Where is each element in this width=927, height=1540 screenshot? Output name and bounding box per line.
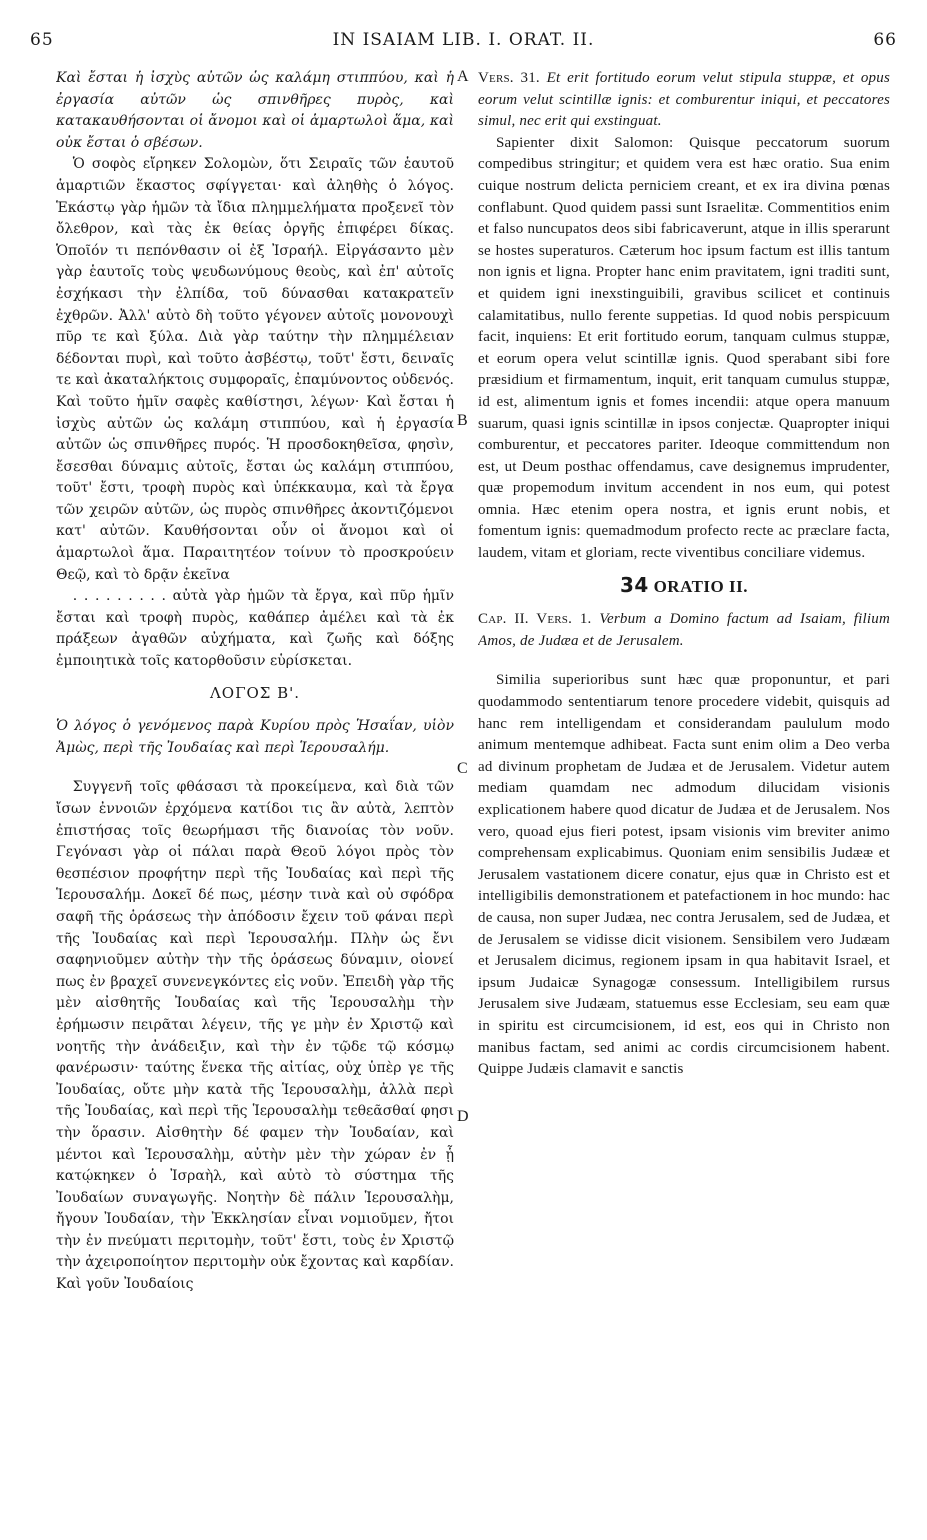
page-header [30,30,897,58]
latin-commentary-paragraph-2: Similia superioribus sunt hæc quæ proponuntur, et pari quodammodo sententiarum tenore procedere videbit, quisquis ad hanc rem intelligendam et considerandam paululum modo animum mentemque adhibeat. Facta sunt enim olim a Deo verba ad divinum prophetam de Judæa et de Jerusalem. Videtur autem mediam quamdam nec admodum dilucidam visionis explicationem habere quod dicatur de Judæa et de Jerusalem. Nos vero, quoad ejus fieri potest, ipsam visionis vim breviter animo comprehensam explicabimus. Quoniam enim sensibilis Judææ et Jerusalem vastationem dicere conatur, ejus quæ in Christo est et intelligibilis demonstrationem et patefactionem in hoc mundo: hac de causa, non super Judæa, nec contra Jerusalem, sed de Judæa, et de Jerusalem se vidisse dicit visionem. Sensibilem vero Judæam et Jerusalem dicimus, regionem ipsam in qua habitavit Israel, et ipsum Judaicæ Synagogæ consessum. Intelligibilem rursus Jerusalem sive Judæam, statuemus esse Ecclesiam, seu eam quæ in spiritu est circumcisionem, id est, eos qui in Christo non manibus factam, sed animi ac cordis circumcisionem habent. Quippe Judæis clamavit e sanctis [478,672,890,1078]
greek-verse-lead-2: Ὁ λόγος ὁ γενόμενος παρὰ Κυρίου πρὸς Ἡσαΐαν, υἱὸν Ἀμὼς, περὶ τῆς Ἰουδαίας καὶ περὶ Ἱερουσαλήμ. [56,718,454,756]
latin-commentary-paragraph: Sapienter dixit Salomon: Quisque peccatorum suorum compedibus stringitur; et quidem vera est hæc oratio. Sua enim cuique nostrum delicta perniciem creant, et ex ira divina pœnas conflabunt. Quod quidem passi sunt Israelitæ. Commentitios enim et falso nuncupatos deos sibi fabricaverunt, atque in illis sperarunt se hostes superaturos. Cæterum hoc ipsum factum est illis tantum non ignis et ligna. Propter hanc enim pravitatem, igni traditi sunt, et quidem igni inexstinguibili, gravibus scilicet et continuis calamitatibus, nullo ferente suppetias. Id quod nobis perspicuum facit, inquiens: Et erit fortitudo eorum, tanquam culmus stuppæ, et eorum opera velut scintillæ ignis. Quod sperabant sibi fore præsidium et firmamentum, inquit, erit tanquam cumulus stuppæ, id est, alimentum ignis et fomes incendii: atque opera manuum suarum, quasi ignis scintillæ in ipsos conjectæ. Quapropter iniqui comburentur, et peccatores pariter. Ideoque committendum non est, ut Deum posthac offendamus, cave designemus imprudenter, quæ propemodum invitum accendent in nos eum, qui potest omnia. Hæc etenim opera nostra, et ignis erunt nobis, et fomentum ignis: quemadmodum profecto recte ac præclare facta, laudem, vitam et gloriam, recte viventibus conciliare videmus. [478,134,890,562]
latin-verse-lead-2: Verbum a Domino factum ad Isaiam, filium Amos, de Judæa et de Jerusalem. [478,611,890,649]
margin-marker-a: A [457,68,469,85]
greek-commentary-continuation: . . . . . . . . . αὐτὰ γὰρ ἡμῶν τὰ ἔργα, καὶ πῦρ ἡμῖν ἔσται καὶ τροφὴ πυρὸς, καθάπερ ἀμέλει καὶ τὰ ἐκ πράξεων ἀγαθῶν αὐχήματα, καὶ ζωῆς καὶ δόξης ἐμποιητικὰ τοῖς κατορθοῦσιν εὑρίσκεται. [56,588,454,670]
greek-commentary-paragraph-2: Συγγενῆ τοῖς φθάσασι τὰ προκείμενα, καὶ διὰ τῶν ἴσων ἐννοιῶν ἐρχόμενα κατίδοι τις ἂν αὐτὰ, λεπτὸν ἐπιστήσας τοῖς θεωρήμασι τῆς διανοίας τὸν νοῦν. Γεγόνασι γὰρ οἱ πάλαι παρὰ Θεοῦ λόγοι πρὸς τὸν θεσπέσιον προφήτην περὶ τῆς Ἰουδαίας καὶ περὶ τῆς Ἱερουσαλήμ. Δοκεῖ δέ πως, μέσην τινὰ καὶ οὐ σφόδρα σαφῆ τῆς ὁράσεως τὴν ἀπόδοσιν ἔχειν τοῦ φάναι περὶ τῆς Ἰουδαίας καὶ περὶ Ἱερουσαλήμ. Πλὴν ὡς ἔνι σαφηνιοῦμεν αὐτὴν τὴν τῆς ὁράσεως δύναμιν, οἱονεί πως ἐν βραχεῖ συνενεγκόντες εἰς νοῦν. Ἐπειδὴ γὰρ τῆς μὲν αἰσθητῆς Ἰουδαίας καὶ τῆς Ἱερουσαλὴμ τὴν ἐρήμωσιν πειρᾶται λέγειν, τῆς γε μὴν ἐν Χριστῷ καὶ νοητῆς τὴν ἀνάδειξιν, καὶ τὴν ἐν τῷδε τῷ κόσμῳ φανέρωσιν· ταύτης ἕνεκα τῆς αἰτίας, οὐχ ὑπὲρ γε τῆς Ἰουδαίας, οὔτε μὴν κατὰ τῆς Ἱερουσαλὴμ, ἀλλὰ περὶ τῆς Ἰουδαίας, καὶ περὶ τῆς Ἱερουσαλὴμ τεθεᾶσθαί φησι τὴν ὅρασιν. Αἰσθητὴν δέ φαμεν τὴν Ἰουδαίαν, καὶ μέντοι καὶ Ἱερουσαλὴμ, αὐτὴν μὲν τὴν χώραν ἐν ᾗ κατῴκηκεν ὁ Ἰσραὴλ, καὶ αὐτὸ τὸ σύστημα τῆς Ἰουδαίων συναγωγῆς. Νοητὴν δὲ πάλιν Ἱερουσαλὴμ, ἤγουν Ἰουδαίαν, τὴν Ἐκκλησίαν εἶναι νομιοῦμεν, ἤτοι τὴν ἐν πνεύματι περιτομὴν, τοῦτ' ἔστι, τοὺς ἐν Χριστῷ τὴν ἀχειροποίητον περιτομὴν οὐκ ἔχοντας καὶ καρδίαν. Καὶ γοῦν Ἰουδαίοις [56,779,454,1293]
greek-verse-lead: Καὶ ἔσται ἡ ἰσχὺς αὐτῶν ὡς καλάμη στιππύου, καὶ ἡ ἐργασία αὐτῶν ὡς σπινθῆρες πυρὸς, καὶ κατακαυθήσονται οἱ ἄνομοι καὶ οἱ ἁμαρτωλοὶ ἅμα, καὶ οὐκ ἔσται ὁ σβέσων. [56,70,454,151]
greek-commentary-paragraph: Ὁ σοφὸς εἴρηκεν Σολομὼν, ὅτι Σειραῖς τῶν ἑαυτοῦ ἁμαρτιῶν ἕκαστος σφίγγεται· καὶ ἀληθὴς ὁ λόγος. Ἑκάστῳ γὰρ ἡμῶν τὰ ἴδια πλημμελήματα προξενεῖ τὸν ὄλεθρον, καὶ τὰς ἐκ θείας ὀργῆς ἐπιφέρει δίκας. Ὁποῖόν τι πεπόνθασιν οἱ ἐξ Ἰσραήλ. Εἰργάσαντο μὲν γὰρ ἑαυτοῖς τοὺς ψευδωνύμους θεοὺς, καὶ ἐπ' αὐτοῖς ἐσχήκασι τὴν ἐλπίδα, τοῦ δύνασθαι κατακρατεῖν ἐχθρῶν. Ἀλλ' αὐτὸ δὴ τοῦτο γέγονεν αὐτοῖς μονονουχὶ πῦρ τε καὶ ξύλα. Διὰ γὰρ ταύτην τὴν πλημμέλειαν δέδονται πυρὶ, καὶ τοῦτο ἀσβέστῳ, τοῦτ' ἔστι, δειναῖς τε καὶ ἀκαταλήκτοις συμφοραῖς, ἐπαμύνοντος οὐδενός. Καὶ τοῦτο ἡμῖν σαφὲς καθίστησι, λέγων· Καὶ ἔσται ἡ ἰσχὺς αὐτῶν ὡς καλάμη στιππύου, καὶ ἡ ἐργασία αὐτῶν ὡς σπινθῆρες πυρός. Ἡ προσδοκηθεῖσα, φησὶν, ἔσεσθαι δύναμις αὐτοῖς, ἔσται ὡς καλάμη στιππύου, τοῦτ' ἔστι, τροφὴ πυρὸς καὶ ὑπέκκαυμα, καὶ τὰ ἔργα τῶν χειρῶν αὐτῶν, ὡς πυρὸς σπινθῆρες ἀκοντιζόμενοι κατ' αὐτῶν. Καυθήσονται οὖν οἱ ἄνομοι καὶ οἱ ἁμαρτωλοὶ ἅμα. Παραιτητέον τοίνυν τὸ προσκρούειν Θεῷ, καὶ τὸ δρᾷν ἐκεῖνα [56,156,454,583]
latin-column [478,68,890,1518]
latin-verse-label-2: Cap. II. Vers. 1. [478,611,592,628]
latin-verse-label: Vers. 31. [478,70,540,86]
margin-marker-c: C [457,760,468,777]
latin-heading-number: 34 [619,572,649,597]
greek-column [56,68,454,1518]
running-title: IN ISAIAM LIB. I. ORAT. II. [332,30,595,50]
latin-heading-title: ORATIO II. [653,576,749,596]
greek-section-heading: ΛΟΓΟΣ Β'. [209,683,301,702]
margin-marker-d: D [457,1108,469,1125]
page-number-right: 66 [873,30,897,50]
latin-verse-lead: Et erit fortitudo eorum velut stipula stuppæ, et opus eorum velut scintillæ ignis: et comburentur iniqui, et peccatores simul, nec erit qui exstinguat. [478,70,890,130]
margin-marker-b: B [457,412,468,429]
latin-section-heading [478,572,890,598]
page-number-left: 65 [30,30,54,50]
